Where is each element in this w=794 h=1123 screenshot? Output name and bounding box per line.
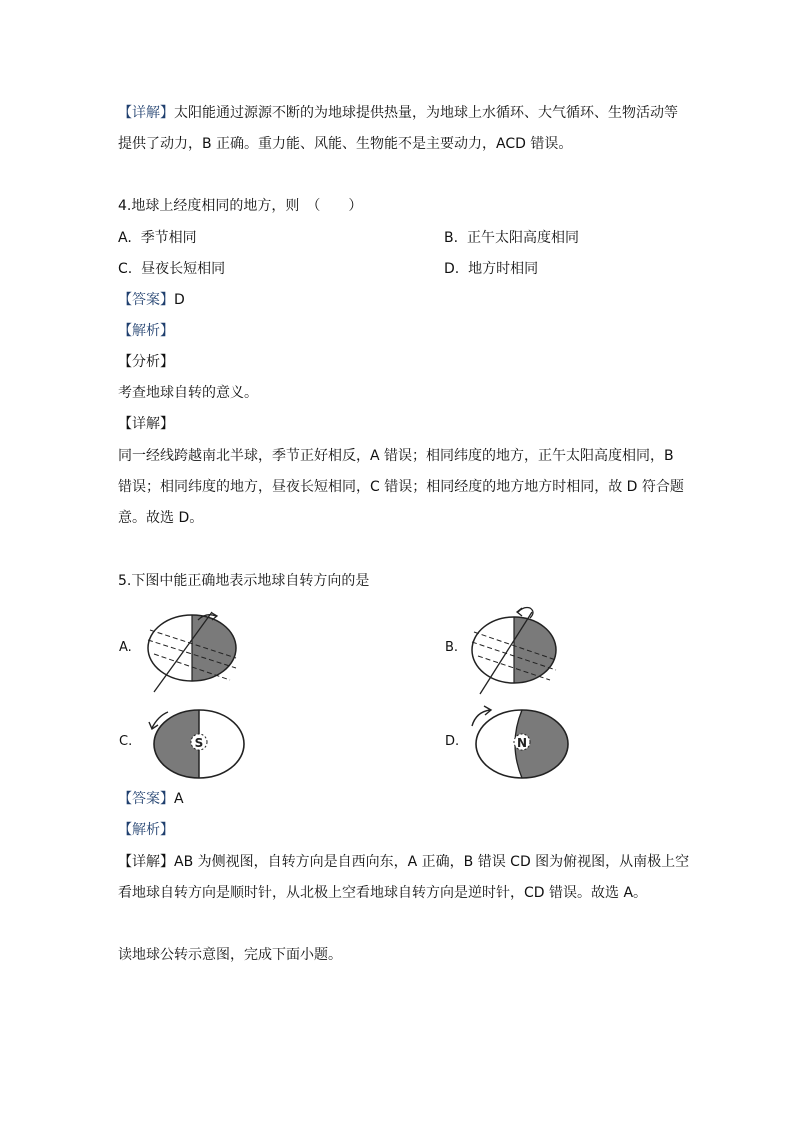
q4-option-d <box>444 259 538 279</box>
q4-detail-line2: 错误；相同纬度的地方，昼夜长短相同，C 错误；相同经度的地方地方时相同，故 D 符合题 <box>118 479 684 495</box>
q3-detail-line2: 提供了动力，B 正确。重力能、风能、生物能不是主要动力，ACD 错误。 <box>118 136 573 152</box>
q5-detail-line2: 看地球自转方向是顺时针，从北极上空看地球自转方向是逆时针，CD 错误。故选 A。 <box>118 885 648 901</box>
q4-fenxi-text: 考查地球自转的意义。 <box>118 385 258 401</box>
q4-option-b <box>444 228 579 248</box>
q5-stem: 5.下图中能正确地表示地球自转方向的是 <box>118 573 370 589</box>
figure-a-label: A. <box>119 640 132 655</box>
q4-option-a <box>118 228 197 248</box>
q4-answer <box>118 290 185 310</box>
q5-answer <box>118 789 184 809</box>
option-text: 正午太阳高度相同 <box>466 230 579 246</box>
option-text: 昼夜长短相同 <box>141 261 226 277</box>
q4-option-c <box>118 259 225 279</box>
figure-a-earth-side-view <box>140 610 245 695</box>
figure-b-earth-side-view <box>466 604 566 696</box>
option-letter: A. <box>118 230 132 246</box>
figure-b-label: B. <box>445 640 459 655</box>
q4-fenxi-tag: 【分析】 <box>118 354 174 370</box>
q3-detail-line1 <box>118 103 678 123</box>
option-letter: B. <box>444 230 459 246</box>
figure-d-earth-polar-view <box>460 700 574 782</box>
detail-text: 太阳能通过源源不断的为地球提供热量，为地球上水循环、大气循环、生物活动等 <box>174 105 678 121</box>
option-text: 季节相同 <box>140 230 197 246</box>
q5-detail-line1 <box>118 852 689 872</box>
option-letter: C. <box>118 261 133 277</box>
option-text: 地方时相同 <box>468 261 539 277</box>
answer-value: D <box>174 292 185 308</box>
answer-tag: 【答案】 <box>118 292 174 308</box>
q4-detail-tag: 【详解】 <box>118 416 174 432</box>
q4-stem: 4.地球上经度相同的地方，则 （ ） <box>118 198 363 214</box>
q4-analysis-tag: 【解析】 <box>118 323 174 339</box>
figure-c-label: C. <box>119 734 133 749</box>
pole-label-n: N <box>516 736 528 750</box>
detail-tag: 【详解】 <box>118 105 174 121</box>
pole-label-s: S <box>194 736 204 750</box>
detail-text: AB 为侧视图，自转方向是自西向东，A 正确，B 错误 CD 图为俯视图，从南极上空 <box>174 854 690 870</box>
figure-c-earth-polar-view <box>138 700 250 782</box>
q4-detail-line1: 同一经线跨越南北半球，季节正好相反，A 错误；相同纬度的地方，正午太阳高度相同，B <box>118 448 674 464</box>
figure-d-label: D. <box>445 734 460 749</box>
q4-detail-line3: 意。故选 D。 <box>118 510 204 526</box>
detail-tag: 【详解】 <box>118 854 174 870</box>
answer-value: A <box>174 791 184 807</box>
option-letter: D. <box>444 261 460 277</box>
answer-tag: 【答案】 <box>118 791 174 807</box>
next-question-intro: 读地球公转示意图，完成下面小题。 <box>118 947 342 963</box>
q5-analysis-tag: 【解析】 <box>118 822 174 838</box>
